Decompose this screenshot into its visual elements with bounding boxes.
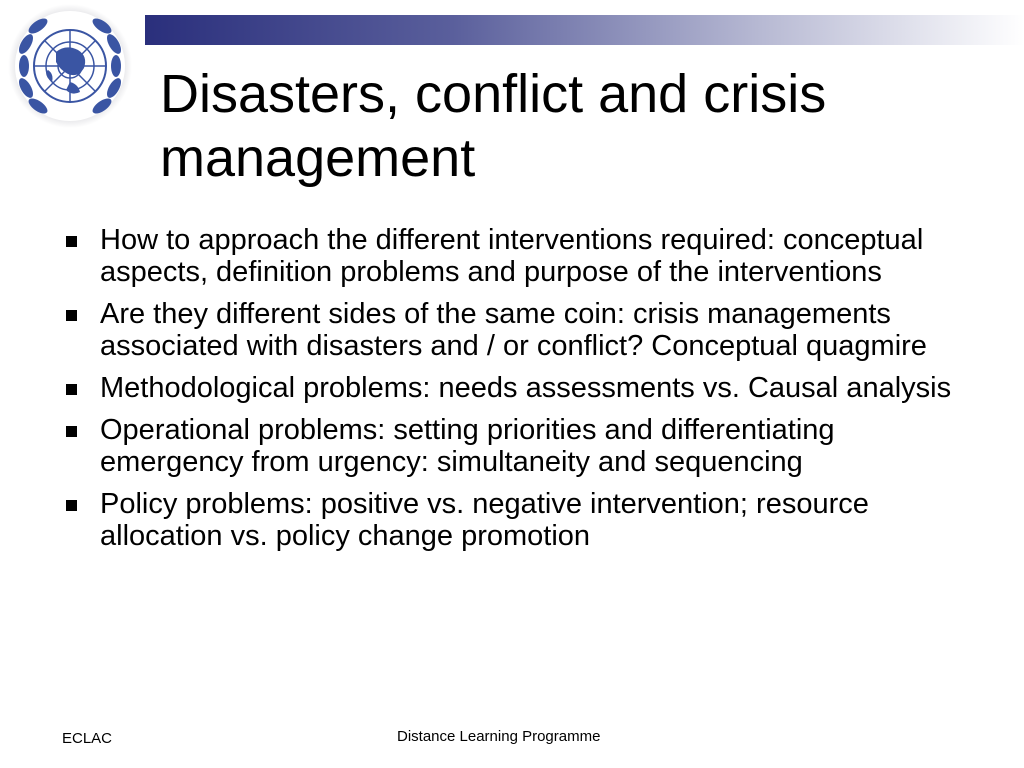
list-item	[62, 372, 982, 404]
square-bullet-icon	[66, 426, 77, 437]
bullet-text: Methodological problems: needs assessments vs. Causal analysis	[100, 372, 952, 404]
list-item	[62, 488, 982, 552]
bullet-text: Policy problems: positive vs. negative intervention; resource allocation vs. policy change promotion	[100, 488, 869, 552]
bullet-text: Operational problems: setting priorities and differentiating emergency from urgency: simultaneity and sequencing	[100, 414, 835, 478]
header-gradient-bar	[145, 15, 1024, 45]
list-item	[62, 298, 982, 362]
square-bullet-icon	[66, 384, 77, 395]
footer-organization: ECLAC	[62, 730, 113, 747]
list-item	[62, 414, 982, 478]
square-bullet-icon	[66, 236, 77, 247]
list-item	[62, 224, 982, 288]
footer-programme: Distance Learning Programme	[397, 728, 601, 745]
square-bullet-icon	[66, 500, 77, 511]
slide-title: Disasters, conflict and crisis management	[160, 64, 827, 188]
bullet-list	[62, 224, 982, 562]
bullet-text: How to approach the different interventions required: conceptual aspects, definition problems and purpose of the interventions	[100, 224, 924, 288]
bullet-text: Are they different sides of the same coin: crisis managements associated with disasters and / or conflict? Conceptual quagmire	[100, 298, 927, 362]
square-bullet-icon	[66, 310, 77, 321]
un-emblem-icon	[8, 4, 136, 132]
